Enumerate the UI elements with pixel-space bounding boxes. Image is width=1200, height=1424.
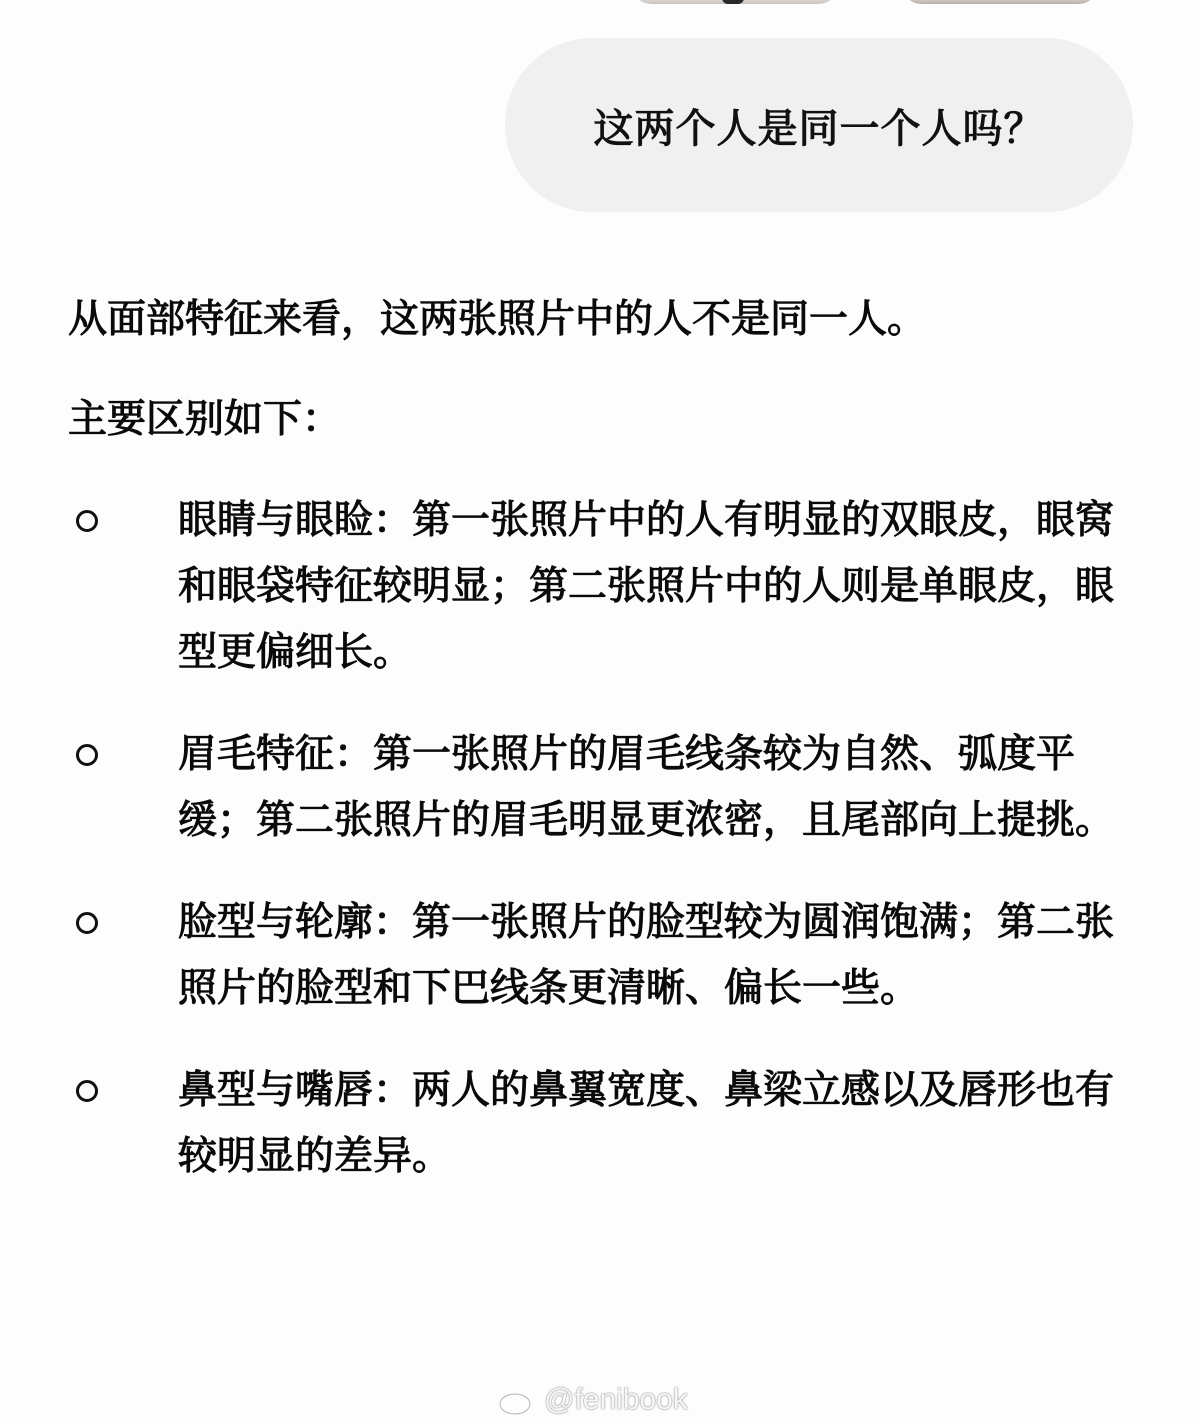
attached-photo-2[interactable] bbox=[900, 0, 1100, 4]
attached-photo-1[interactable] bbox=[630, 0, 840, 4]
difference-text: 脸型与轮廓：第一张照片的脸型较为圆润饱满；第二张照片的脸型和下巴线条更清晰、偏长一些。 bbox=[178, 900, 1115, 1011]
hollow-circle-bullet-icon bbox=[76, 510, 98, 532]
watermark bbox=[498, 1378, 688, 1422]
hollow-circle-bullet-icon bbox=[76, 1080, 98, 1102]
difference-item-face-shape bbox=[68, 890, 1138, 1022]
user-message-bubble bbox=[505, 38, 1133, 212]
difference-item-eyebrows bbox=[68, 722, 1138, 854]
answer-lead: 从面部特征来看，这两张照片中的人不是同一人。 bbox=[68, 297, 927, 342]
attached-photos-strip bbox=[0, 0, 1200, 6]
answer-subheading: 主要区别如下： bbox=[68, 397, 342, 442]
hollow-circle-bullet-icon bbox=[76, 744, 98, 766]
weibo-icon bbox=[498, 1383, 538, 1417]
assistant-answer bbox=[68, 288, 1138, 1226]
watermark-handle: @fenibook bbox=[544, 1383, 688, 1416]
difference-item-eyes bbox=[68, 488, 1138, 686]
user-message-text: 这两个人是同一个人吗？ bbox=[593, 105, 1045, 152]
difference-item-nose-lips bbox=[68, 1058, 1138, 1190]
differences-list bbox=[68, 488, 1138, 1190]
hollow-circle-bullet-icon bbox=[76, 912, 98, 934]
difference-text: 眼睛与眼睑：第一张照片中的人有明显的双眼皮，眼窝和眼袋特征较明显；第二张照片中的人则是单眼皮，眼型更偏细长。 bbox=[178, 498, 1115, 675]
difference-text: 眉毛特征：第一张照片的眉毛线条较为自然、弧度平缓；第二张照片的眉毛明显更浓密，且尾部向上提挑。 bbox=[178, 732, 1115, 843]
difference-text: 鼻型与嘴唇：两人的鼻翼宽度、鼻梁立感以及唇形也有较明显的差异。 bbox=[178, 1068, 1115, 1179]
